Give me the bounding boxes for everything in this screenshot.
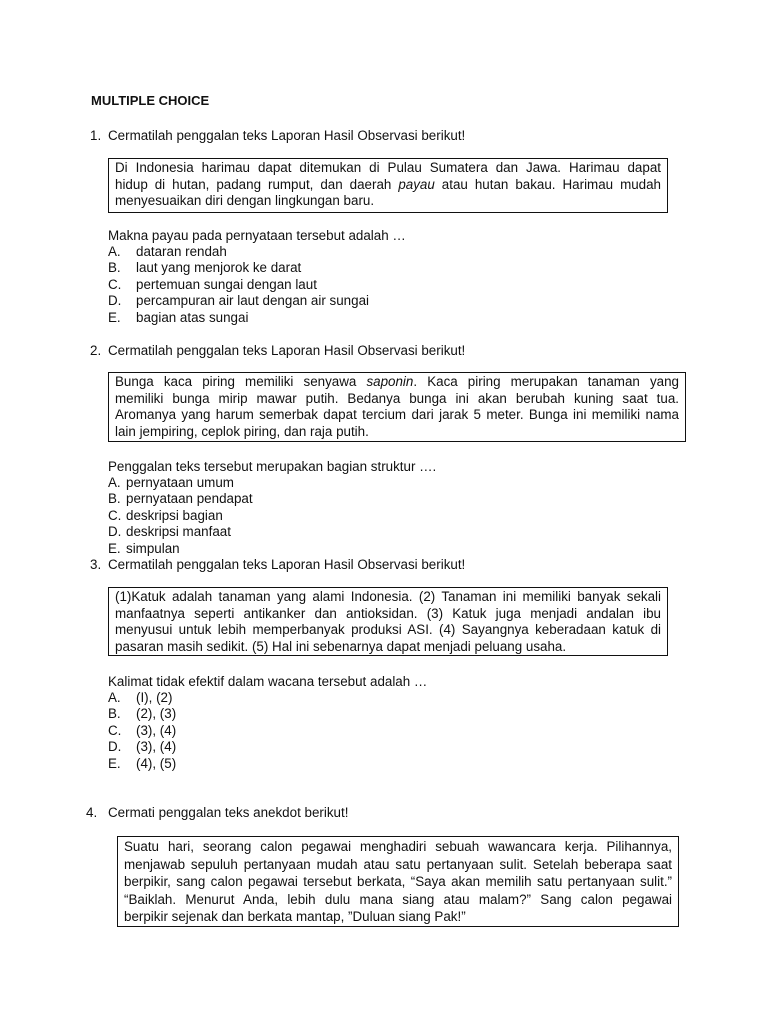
answer-options <box>108 475 253 557</box>
option-d[interactable]: D. (3), (4) <box>108 739 177 755</box>
option-c[interactable]: C. deskripsi bagian <box>108 507 223 523</box>
passage-line: lain jempiring, ceplok piring, dan raja putih. <box>115 423 369 439</box>
question-instruction: Cermatilah penggalan teks Laporan Hasil Observasi berikut! <box>108 128 466 143</box>
passage-line: pasaran masih sedikit. (5) Hal ini sebenarnya dapat menjadi peluang usaha. <box>115 638 567 654</box>
passage-line: Di Indonesia harimau dapat ditemukan di Pulau Sumatera dan Jawa. Harimau dapat <box>115 160 661 175</box>
option-b[interactable]: B. laut yang menjorok ke darat <box>108 260 302 276</box>
passage-line: berpikir sejenak dan berkata mantap, ”Duluan siang Pak!” <box>124 909 466 924</box>
passage-line: Aromanya yang harum semerbak dapat tercium dari jarak 5 meter. Bunga ini memiliki nama <box>115 407 679 422</box>
option-a[interactable]: A. dataran rendah <box>108 244 227 259</box>
passage-box <box>117 836 679 927</box>
question-prompt: Kalimat tidak efektif dalam wacana tersebut adalah … <box>108 674 428 689</box>
passage-line: “Baiklah. Menurut Anda, lebih dulu mana siang atau malam?” Sang calon pegawai <box>124 891 672 907</box>
option-b[interactable]: B. pernyataan pendapat <box>108 491 253 507</box>
section-heading: MULTIPLE CHOICE <box>91 93 210 108</box>
option-a[interactable]: A. (I), (2) <box>108 690 173 705</box>
passage-box <box>108 587 668 656</box>
answer-options <box>108 244 369 326</box>
option-e[interactable]: E. simpulan <box>108 540 180 556</box>
passage-line: manfaatnya seperti antikanker dan antioksidan. (3) Katuk juga menjadi andalan ibu <box>115 605 661 621</box>
question-number: 1. <box>90 128 102 143</box>
passage-line: hidup di hutan, padang rumput, dan daerah payau atau hutan bakau. Harimau mudah <box>115 176 662 192</box>
option-e[interactable]: E. bagian atas sungai <box>108 309 249 325</box>
question-number: 4. <box>86 805 98 820</box>
question-instruction: Cermatilah penggalan teks Laporan Hasil Observasi berikut! <box>108 343 466 358</box>
passage-line: memiliki bunga mirip mawar putih. Bedanya bunga ini akan berubah kuning saat tua. <box>115 390 679 406</box>
option-e[interactable]: E. (4), (5) <box>108 755 177 771</box>
passage-line: berpikir, sang calon pegawai tersebut berkata, “Saya akan memilih satu pertanyaan sulit.” <box>124 874 672 889</box>
question-number: 3. <box>90 557 102 572</box>
question-prompt: Penggalan teks tersebut merupakan bagian struktur …. <box>108 459 437 474</box>
passage-box <box>108 372 686 442</box>
question-prompt: Makna payau pada pernyataan tersebut adalah … <box>108 228 406 243</box>
passage-box <box>108 158 668 213</box>
option-d[interactable]: D. deskripsi manfaat <box>108 524 231 540</box>
passage-line: menjawab sepuluh pertanyaan mudah atau satu pertanyaan sulit. Setelah beberapa saat <box>124 856 672 872</box>
option-b[interactable]: B. (2), (3) <box>108 706 177 722</box>
option-c[interactable]: C. pertemuan sungai dengan laut <box>108 276 317 292</box>
passage-line: Suatu hari, seorang calon pegawai menghadiri sebuah wawancara kerja. Pilihannya, <box>124 839 672 854</box>
question-number: 2. <box>90 343 102 358</box>
question-instruction: Cermatilah penggalan teks Laporan Hasil Observasi berikut! <box>108 557 466 572</box>
passage-line: menyesuaikan diri dengan lingkungan baru. <box>115 193 375 208</box>
option-a[interactable]: A. pernyataan umum <box>108 475 234 490</box>
passage-line: Bunga kaca piring memiliki senyawa saponin. Kaca piring merupakan tanaman yang <box>115 374 679 389</box>
passage-line: menyusui untuk lebih memperbanyak produksi ASI. (4) Sayangnya keberadaan katuk di <box>115 622 661 637</box>
option-c[interactable]: C. (3), (4) <box>108 722 177 738</box>
option-d[interactable]: D. percampuran air laut dengan air sungai <box>108 293 369 309</box>
question-instruction: Cermati penggalan teks anekdot berikut! <box>108 805 349 820</box>
answer-options <box>108 690 176 772</box>
passage-line: (1)Katuk adalah tanaman yang alami Indonesia. (2) Tanaman ini memiliki banyak sekali <box>115 589 661 604</box>
